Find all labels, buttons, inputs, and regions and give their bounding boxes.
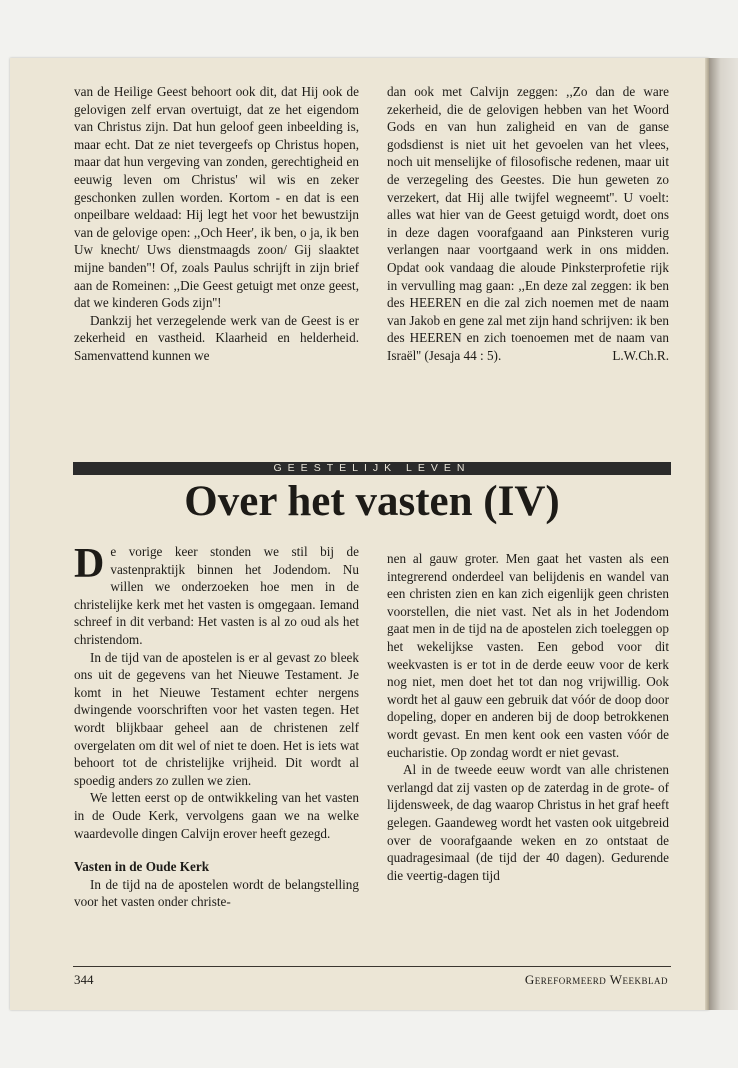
body-paragraph: Dankzij het verzegelende werk van de Geest is er zekerheid en vastheid. Klaarheid en helderheid. Samenvattend kunnen we xyxy=(74,312,359,363)
body-paragraph: We letten eerst op de ontwikkeling van het vasten in de Oude Kerk, vervolgens gaan we na welke waardevolle dingen Calvijn erover heeft gezegd. xyxy=(74,790,359,841)
paragraph-text: e vorige keer stonden we stil bij de vastenpraktijk binnen het Jodendom. Nu willen we onderzoeken hoe men in de christelijke kerk met het vasten is omgegaan. Iemand schreef in dit verband: Het vasten is al zo oud als het christendom. xyxy=(74,544,359,647)
paragraph-text: dan ook met Calvijn zeggen: ,,Zo dan de ware zekerheid, die de gelovigen hebben van het Woord Gods en van hun zaligheid en van de ganse godsdienst is niet uit het gevoelen van het vlees, noch uit menselijke of filosofische redenen, maar uit de verzegeling des Geestes. Die hun geweten zo verzekert, dat Hij alle twijfel wegneemt''. U voelt: alles wat hier van de Geest getuigd wordt, doet ons in deze dagen voorafgaand aan Pinksteren vurig verlangen naar voortgaand werk in ons midden. Opdat ook vandaag die aloude Pinksterprofetie rijk in vervulling mag gaan: ,,En deze zal zeggen: ik ben des HEEREN en die zal zich noemen met de naam van Jakob en gene zal met zijn hand schrijven: ik ben des HEEREN en zich toenoemen met de naam van Israël'' (Jesaja 44 : 5). xyxy=(387,84,669,363)
section-label-bar: GEESTELIJK LEVEN xyxy=(73,462,671,475)
body-paragraph: nen al gauw groter. Men gaat het vasten als een integrerend onderdeel van belijdenis en wandel van een christen zien en kan zich eigenlijk geen christen voorstellen, die niet vast. Net als in het Jodendom gaat men in de tijd na de apostelen zich toeleggen op het wekelijkse vasten. Een gebod voor dit weekvasten is er tot in de derde eeuw voor de kerk nog niet, men doet het tot dan nog vrijwillig. Ook wordt het al gauw een gebruik dat vóór de doop door dopeling, doper en anderen bij de doop betrokkenen wordt gevast. En men kent ook een vasten vóór de eucharistie. Op zondag wordt er niet gevast. xyxy=(387,551,669,760)
author-signature: L.W.Ch.R. xyxy=(612,347,669,363)
bottom-left-column xyxy=(74,543,359,911)
top-right-column xyxy=(387,83,669,365)
body-paragraph: Al in de tweede eeuw wordt van alle christenen verlangd dat zij vasten op de zaterdag in de grote- of lijdensweek, de dag waarop Christus in het graf heeft gelegen. Gaandeweg wordt het vasten ook uitgebreid over de voorafgaande weken en zo ontstaat de quadragesimaal (de tijd der 40 dagen). Gedurende die veertig-dagen tijd xyxy=(387,762,669,883)
body-paragraph: In de tijd na de apostelen wordt de belangstelling voor het vasten onder christe- xyxy=(74,876,359,910)
publication-name: Gereformeerd Weekblad xyxy=(524,972,668,987)
article-headline: Over het vasten (IV) xyxy=(184,478,560,525)
body-paragraph xyxy=(387,83,669,365)
next-page-edge xyxy=(709,58,738,1010)
top-left-column xyxy=(74,83,359,365)
page-number: 344 xyxy=(74,972,94,987)
body-paragraph: van de Heilige Geest behoort ook dit, dat Hij ook de gelovigen zelf ervan overtuigt, dat ze het eigendom van Christus zijn. Dat hun geloof geen inbeelding is, maar echt. Dat ze niet tevergeefs op Christus hopen, maar dat hun vergeving van zonden, gerechtigheid en eeuwig leven om Christus' wil wis en zeker geschonken zullen worden. Kortom - en dat is een onpeilbare weldaad: Hij legt het voor het bewustzijn van de gelovige open: ,,Och Heer', ik ben, o ja, ik ben Uw knecht/ Uws dienstmaagds zoon/ Gij slaaktet mijne banden''! Of, zoals Paulus schrijft in zijn brief aan de Romeinen: ,,Die Geest getuigt met onze geest, dat we kinderen Gods zijn''! xyxy=(74,84,359,311)
body-paragraph: In de tijd van de apostelen is er al gevast zo bleek ons uit de gegevens van het Nieuwe Testament. Je komt in het Nieuwe Testament echter nergens dwingende voorschriften voor het vasten tegen. Het wordt blijkbaar geheel aan de christenen zelf overgelaten om dit wel of niet te doen. Het is iets wat behoort tot de christelijke vrijheid. Dit wordt al spoedig anders zo zullen we zien. xyxy=(74,649,359,788)
bottom-right-column xyxy=(387,550,669,884)
footer-rule xyxy=(73,966,671,967)
drop-cap: D xyxy=(74,541,105,587)
section-subheading: Vasten in de Oude Kerk xyxy=(74,859,210,875)
body-paragraph xyxy=(74,543,359,649)
